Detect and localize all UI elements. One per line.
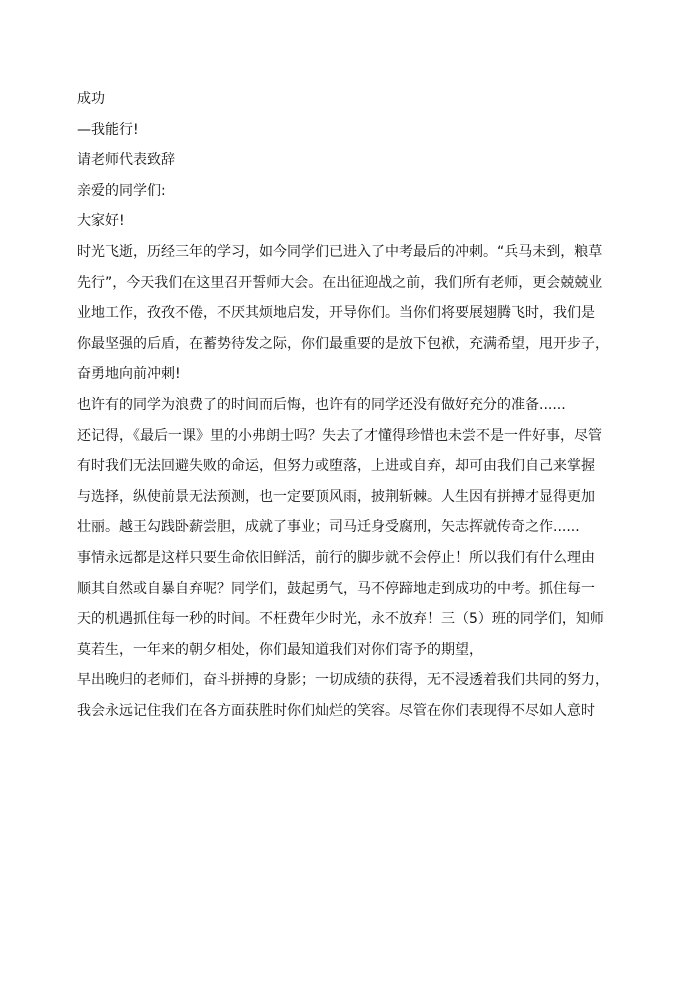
text-line: 早出晚归的老师们，奋斗拼搏的身影；一切成绩的获得，无不浸透着我们共同的努力， <box>77 672 609 689</box>
text-line: 还记得，《最后一课》里的小弗朗士吗？失去了才懂得珍惜也未尝不是一件好事，尽管 <box>77 427 602 444</box>
text-line: 也许有的同学为浪费了的时间而后悔，也许有的同学还没有做好充分的准备...... <box>77 396 566 413</box>
text-line: 我会永远记住我们在各方面获胜时你们灿烂的笑容。尽管在你们表现得不尽如人意时 <box>77 702 595 719</box>
doc-salutation: 亲爱的同学们: <box>77 182 166 199</box>
text-line: 时光飞逝，历经三年的学习，如今同学们已进入了中考最后的冲刺。“兵马未到，粮草 <box>77 243 603 260</box>
text-line: 你最坚强的后盾，在蓄势待发之际，你们最重要的是放下包袱，充满希望，甩开步子， <box>77 335 609 352</box>
text-line: 与选择，纵使前景无法预测，也一定要顶风雨，披荆斩棘。人生因有拼搏才显得更加 <box>77 488 595 505</box>
doc-subtitle: —我能行! <box>77 121 139 138</box>
doc-title: 成功 <box>77 91 105 107</box>
doc-intro-line: 请老师代表致辞 <box>77 152 175 169</box>
document-body <box>77 84 625 726</box>
text-line: 业地工作，孜孜不倦，不厌其烦地启发，开导你们。当你们将要展翅腾飞时，我们是 <box>77 305 595 322</box>
text-line: 先行”，今天我们在这里召开誓师大会。在出征迎战之前，我们所有老师，更会兢兢业 <box>77 274 603 291</box>
text-line: 有时我们无法回避失败的命运，但努力或堕落，上进或自弃，却可由我们自己来掌握 <box>77 458 595 475</box>
doc-greeting: 大家好! <box>77 213 125 230</box>
text-line: 壮丽。越王勾践卧薪尝胆，成就了事业；司马迁身受腐刑，矢志挥就传奇之作...... <box>77 519 580 536</box>
text-line: 事情永远都是这样只要生命依旧鲜活，前行的脚步就不会停止！所以我们有什么理由 <box>77 549 595 566</box>
text-line: 顺其自然或自暴自弃呢？同学们，鼓起勇气，马不停蹄地走到成功的中考。抓住每一 <box>77 580 595 597</box>
text-line: 奋勇地向前冲刺! <box>77 366 181 383</box>
text-line: 天的机遇抓住每一秒的时间。不枉费年少时光，永不放弃！三（5）班的同学们，知师 <box>77 611 604 628</box>
text-line: 莫若生，一年来的朝夕相处，你们最知道我们对你们寄予的期望， <box>77 641 483 658</box>
